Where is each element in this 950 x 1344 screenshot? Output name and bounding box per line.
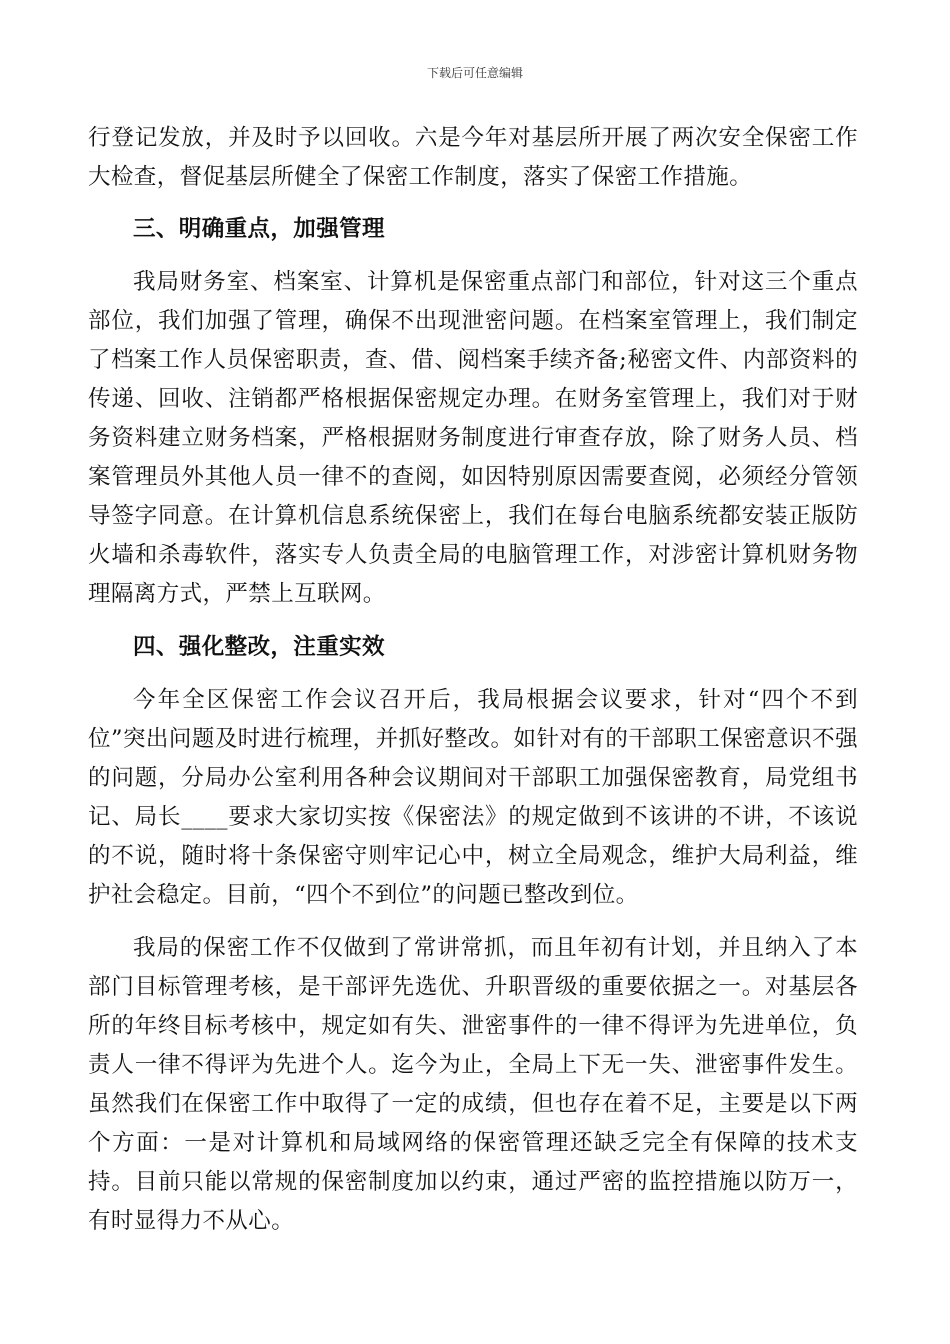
page-header-note: 下载后可任意编辑: [426, 66, 523, 80]
section-heading-3: 三、明确重点，加强管理: [133, 216, 385, 242]
paragraph-key-departments: 我局财务室、档案室、计算机是保密重点部门和部位，针对这三个重点部位，我们加强了管理，确保不出现泄密问题。在档案室管理上，我们制定了档案工作人员保密职责，查、借、阅档案手续齐备;秘密文件、内部资料的传递、回收、注销都严格根据保密规定办理。在财务室管理上，我们对于财务资料建立财务档案，严格根据财务制度进行审查存放，除了财务人员、档案管理员外其他人员一律不的查阅，如因特别原因需要查阅，必须经分管领导签字同意。在计算机信息系统保密上，我们在每台电脑系统都安装正版防火墙和杀毒软件，落实专人负责全局的电脑管理工作，对涉密计算机财务物理隔离方式，严禁上互联网。: [88, 269, 858, 607]
section-heading-4: 四、强化整改，注重实效: [133, 634, 385, 660]
paragraph-assessment: 我局的保密工作不仅做到了常讲常抓，而且年初有计划，并且纳入了本部门目标管理考核，是干部评先选优、升职晋级的重要依据之一。对基层各所的年终目标考核中，规定如有失、泄密事件的一律不得评为先进单位，负责人一律不得评为先进个人。迄今为止，全局上下无一失、泄密事件发生。虽然我们在保密工作中取得了一定的成绩，但也存在着不足，主要是以下两个方面：一是对计算机和局域网络的保密管理还缺乏完全有保障的技术支持。目前只能以常规的保密制度加以约束，通过严密的监控措施以防万一，有时显得力不从心。: [88, 935, 858, 1234]
paragraph-continued: 行登记发放，并及时予以回收。六是今年对基层所开展了两次安全保密工作大检查，督促基层所健全了保密工作制度，落实了保密工作措施。: [88, 125, 858, 190]
document-body: [88, 119, 858, 1241]
paragraph-rectification: 今年全区保密工作会议召开后，我局根据会议要求，针对“四个不到位”突出问题及时进行梳理，并抓好整改。如针对有的干部职工保密意识不强的问题，分局办公室利用各种会议期间对干部职工加强保密教育，局党组书记、局长____要求大家切实按《保密法》的规定做到不该讲的不讲，不该说的不说，随时将十条保密守则牢记心中，树立全局观念，维护大局利益，维护社会稳定。目前，“四个不到位”的问题已整改到位。: [88, 687, 858, 908]
